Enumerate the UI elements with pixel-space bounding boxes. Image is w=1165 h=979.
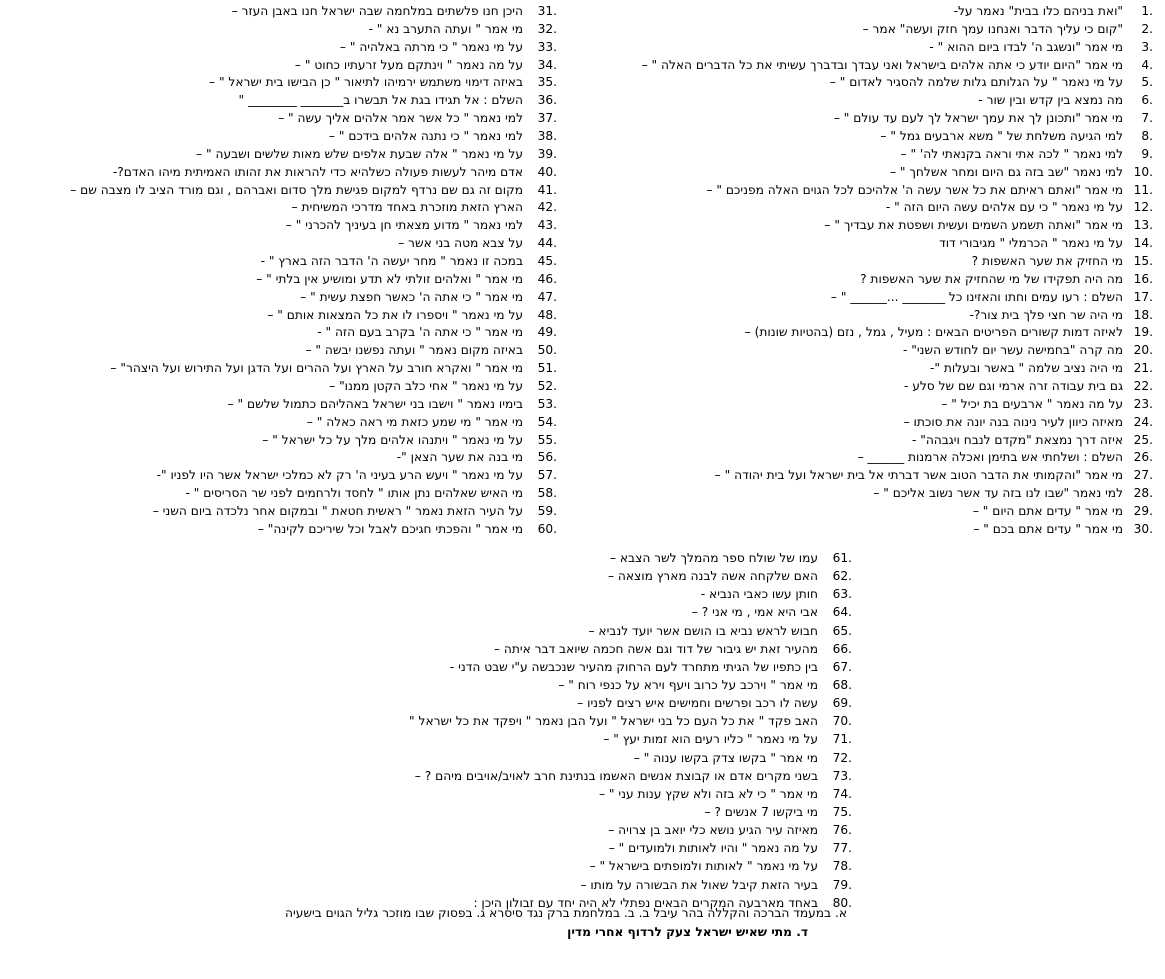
question-row: [272, 585, 852, 603]
question-number: 67.: [832, 659, 852, 674]
question-number: 3.: [1141, 39, 1153, 54]
question-text: מי אמר " ועתה התערב נא " -: [368, 21, 523, 36]
question-row: [593, 432, 1153, 450]
question-text: למי הגיעה משלחת של " משא ארבעים גמל " –: [880, 129, 1123, 144]
question-number: 72.: [832, 750, 852, 765]
question-row: [593, 21, 1153, 39]
question-number: 1.: [1141, 4, 1153, 18]
question-number: 15.: [1133, 254, 1153, 269]
question-text: על מי נאמר " הכרמלי " מגיבורי דוד: [939, 236, 1123, 251]
question-row: [593, 92, 1153, 110]
question-number: 45.: [537, 254, 557, 269]
question-row: [593, 217, 1153, 235]
question-text: באחד מארבעה המקרים הבאים נפתלי לא היה יחד עם זבולון היכן :: [473, 895, 818, 910]
question-text: מי ביקשו 7 אנשים ? –: [704, 804, 818, 819]
question-number: 18.: [1133, 307, 1153, 322]
question-text: בעיר הזאת קיבל שאול את הבשורה על מותו –: [580, 877, 818, 892]
question-row: [7, 342, 557, 360]
question-text: מי אמר "ואתם ראיתם את כל אשר עשה ה' אלהיכם לכל הגוים האלה מפניכם " –: [706, 182, 1123, 197]
question-text: עשה לו רכב ופרשים וחמישים איש רצים לפניו –: [577, 696, 818, 711]
question-number: 51.: [537, 361, 557, 376]
question-number: 65.: [832, 623, 852, 638]
question-text: מהעיר זאת יש גיבור של דוד וגם אשה חכמה שיואב דבר איתה –: [493, 641, 818, 656]
question-number: 31.: [537, 4, 557, 18]
question-number: 77.: [832, 841, 852, 856]
question-number: 11.: [1133, 182, 1153, 197]
question-row: [593, 164, 1153, 182]
question-text: חבוש לראש נביא בו הושם אשר יועד לנביא –: [588, 623, 818, 638]
question-text: חותן עשו כאבי הנביא -: [700, 587, 818, 602]
question-text: מי אמר " עדים אתם בכם " –: [973, 521, 1123, 536]
question-number: 47.: [537, 289, 557, 304]
question-row: [7, 92, 557, 110]
question-row: [593, 74, 1153, 92]
question-number: 2.: [1141, 21, 1153, 36]
question-row: [272, 839, 852, 857]
question-text: מי אמר "היום יודע כי אתה אלהים בישראל ואני עבדך ובדברך עשיתי את כל הדברים האלה " –: [641, 57, 1123, 72]
question-row: [7, 146, 557, 164]
question-number: 48.: [537, 307, 557, 322]
question-text: מי היה שר חצי פלך בית צור?-: [969, 307, 1123, 322]
question-text: איזה דרך נמצאת "מקדם לנבח ויגבהה" -: [911, 432, 1123, 447]
question-row: [7, 449, 557, 467]
question-row: [593, 360, 1153, 378]
question-row: [7, 253, 557, 271]
question-row: [272, 749, 852, 767]
question-number: 44.: [537, 236, 557, 251]
question-row: [272, 803, 852, 821]
question-number: 71.: [832, 732, 852, 747]
question-row: [593, 485, 1153, 503]
question-number: 26.: [1133, 450, 1153, 465]
question-row: [593, 414, 1153, 432]
question-number: 41.: [537, 182, 557, 197]
question-row: [593, 110, 1153, 128]
questions-column-right: [593, 3, 1153, 539]
question-number: 59.: [537, 504, 557, 519]
question-text: על מי נאמר " ויעש הרע בעיני ה' רק לא כמלכי ישראל אשר היו לפניו "-: [156, 468, 523, 483]
question-text: עמו של שולח ספר מהמלך לשר הצבא –: [609, 551, 818, 565]
question-text: הארץ הזאת מוזכרת באחד מדרכי המשיחית –: [291, 200, 523, 215]
question-number: 76.: [832, 823, 852, 838]
question-number: 60.: [537, 521, 557, 536]
question-text: מי אמר " כי אתה ה' כאשר חפצת עשית " –: [300, 289, 523, 304]
question-text: מי אמר " וירכב על כרוב ויעף וירא על כנפי רוח " –: [558, 677, 818, 692]
question-number: 7.: [1141, 111, 1153, 126]
question-row: [7, 378, 557, 396]
question-number: 55.: [537, 432, 557, 447]
question-text: באיזה דימוי משתמש ירמיהו לתיאור " כן הבישו בית ישראל " –: [208, 75, 523, 90]
question-text: בימיו נאמר " וישבו בני ישראל באהליהם כתמול שלשם " –: [227, 396, 523, 411]
question-number: 74.: [832, 786, 852, 801]
question-number: 22.: [1133, 379, 1153, 394]
question-text: מי אמר " כי אתה ה' בקרב בעם הזה " -: [317, 325, 523, 340]
question-number: 80.: [832, 895, 852, 910]
question-text: מי אמר "ותכונן לך את עמך ישראל לך לעם עד עולם " –: [833, 111, 1123, 126]
question-number: 4.: [1141, 57, 1153, 72]
question-text: על צבא מטה בני אשר –: [398, 236, 523, 251]
question-number: 20.: [1133, 343, 1153, 358]
question-row: [7, 289, 557, 307]
answer-options-a-c: א. במעמד הברכה והקללה בהר עיבל ב. ב. במלחמת ברק נגד סיסרא ג. בפסוק שבו מוזכר גליל הגוים בישעיה: [285, 906, 847, 920]
question-number: 13.: [1133, 218, 1153, 233]
question-number: 40.: [537, 164, 557, 179]
question-text: השלם : ושלחתי אש בתימן ואכלה ארמנות ______ –: [857, 450, 1123, 465]
question-row: [7, 128, 557, 146]
question-number: 66.: [832, 641, 852, 656]
question-row: [593, 324, 1153, 342]
question-text: מי אמר "ונשגב ה' לבדו ביום ההוא " -: [929, 39, 1123, 54]
question-text: על מי נאמר " ויספרו לו את כל המצאות אותם " –: [267, 307, 523, 322]
question-number: 61.: [832, 551, 852, 565]
question-row: [593, 467, 1153, 485]
question-text: אבי היא אמי , מי אני ? –: [691, 605, 818, 620]
question-row: [593, 235, 1153, 253]
question-text: מי אמר " כי לא בזה ולא שקץ ענות עני " –: [598, 786, 818, 801]
question-number: 52.: [537, 379, 557, 394]
question-number: 38.: [537, 129, 557, 144]
question-row: [7, 467, 557, 485]
question-number: 34.: [537, 57, 557, 72]
question-row: [272, 712, 852, 730]
question-number: 39.: [537, 146, 557, 161]
question-text: על מי נאמר " אלה שבעת אלפים שלש מאות שלשים ושבעה " –: [196, 146, 523, 161]
question-row: [7, 39, 557, 57]
question-number: 57.: [537, 468, 557, 483]
question-number: 43.: [537, 218, 557, 233]
question-text: מקום זה גם שם נרדף למקום פגישת מלך סדום ואברהם , וגם מורד הציב לו מצבה שם –: [70, 182, 523, 197]
question-row: [272, 694, 852, 712]
question-row: [7, 235, 557, 253]
question-row: [7, 485, 557, 503]
question-row: [7, 360, 557, 378]
question-text: למי נאמר "שב בזה גם היום ומחר אשלחך " –: [889, 164, 1123, 179]
question-row: [7, 307, 557, 325]
question-row: [272, 658, 852, 676]
question-row: [593, 449, 1153, 467]
question-text: האב פקד " את כל העם כל בני ישראל " ועל הבן נאמר " ויפקד את כל ישראל ": [409, 714, 818, 729]
question-row: [593, 342, 1153, 360]
question-number: 49.: [537, 325, 557, 340]
question-number: 32.: [537, 21, 557, 36]
question-row: [7, 414, 557, 432]
question-number: 46.: [537, 271, 557, 286]
question-text: מי אמר "ואתה תשמע השמים ועשית ושפטת את עבדיך " –: [824, 218, 1123, 233]
question-number: 63.: [832, 587, 852, 602]
question-number: 9.: [1141, 146, 1153, 161]
question-number: 28.: [1133, 486, 1153, 501]
question-text: האם שלקחה אשה לבנה מארץ מוצאה –: [607, 569, 818, 584]
questions-column-middle: [272, 549, 852, 912]
question-number: 5.: [1141, 75, 1153, 90]
question-number: 23.: [1133, 396, 1153, 411]
question-number: 12.: [1133, 200, 1153, 215]
question-number: 78.: [832, 859, 852, 874]
question-row: [272, 785, 852, 803]
question-text: השלם : רעו עמים וחתו והאזינו כל _______ ...______ " –: [830, 289, 1123, 304]
question-number: 35.: [537, 75, 557, 90]
question-row: [7, 271, 557, 289]
question-number: 70.: [832, 714, 852, 729]
question-text: מי אמר " בקשו צדק בקשו ענוה " –: [633, 750, 818, 765]
question-text: מאיזה כיוון לעיר נינוה בנה יונה את סוכתו –: [903, 414, 1123, 429]
question-text: על מי נאמר " ויתנהו אלהים מלך על כל ישראל " –: [262, 432, 523, 447]
question-number: 37.: [537, 111, 557, 126]
question-row: [7, 110, 557, 128]
question-text: על מי נאמר " לאותות ולמופתים בישראל " –: [589, 859, 818, 874]
question-number: 29.: [1133, 504, 1153, 519]
question-text: מי אמר " ואקרא חורב על הארץ ועל ההרים ועל הדגן ועל התירוש ועל היצהר" –: [110, 361, 523, 376]
question-text: "קום כי עליך הדבר ואנחנו עמך חזק ועשה" אמר –: [862, 21, 1123, 36]
question-text: אדם מיהר לעשות פעולה כשלהיא כדי להראות את זהותו האמיתית מיהו האדם?-: [112, 164, 523, 179]
question-text: השלם : אל תגידו בגת אל תבשרו ב_______ ________ ": [238, 93, 523, 108]
question-text: על העיר הזאת נאמר " ראשית חטאת " ובמקום אחר נלכדה ביום השני –: [152, 504, 523, 519]
question-number: 33.: [537, 39, 557, 54]
question-number: 56.: [537, 450, 557, 465]
question-row: [272, 640, 852, 658]
question-number: 21.: [1133, 361, 1153, 376]
question-number: 54.: [537, 414, 557, 429]
question-row: [593, 128, 1153, 146]
question-number: 73.: [832, 768, 852, 783]
question-text: מה קרה "בחמישה עשר יום לחודש השני" -: [902, 343, 1123, 358]
question-row: [272, 876, 852, 894]
question-number: 27.: [1133, 468, 1153, 483]
question-text: על מי נאמר " כי עם אלהים עשה היום הזה " -: [885, 200, 1123, 215]
question-row: [7, 521, 557, 539]
question-row: [593, 503, 1153, 521]
questions-column-left: [7, 3, 557, 539]
question-number: 53.: [537, 396, 557, 411]
question-text: על מי נאמר " אחי כלב הקטן ממנו" –: [329, 379, 523, 394]
question-row: [272, 821, 852, 839]
question-text: למי נאמר " לכה אתי וראה בקנאתי לה' " –: [900, 146, 1123, 161]
question-text: בין כתפיו של הגיתי מתחרד לעם הרחוק מהעיר שנכבשה ע"י שבט הדני -: [449, 659, 818, 674]
question-number: 17.: [1133, 289, 1153, 304]
question-number: 69.: [832, 696, 852, 711]
question-text: מי היה נציב שלמה " באשר ובעלות "-: [929, 361, 1123, 376]
question-text: למי נאמר "שבו לנו בזה עד אשר נשוב אליכם " –: [873, 486, 1123, 501]
question-text: למי נאמר " מדוע מצאתי חן בעיניך להכרני " –: [285, 218, 523, 233]
question-number: 79.: [832, 877, 852, 892]
question-row: [272, 676, 852, 694]
question-text: בשני מקרים אדם או קבוצת אנשים האשמו בנתינת חרב לאויב/אויבים מיהם ? –: [414, 768, 818, 783]
question-row: [7, 74, 557, 92]
question-number: 75.: [832, 804, 852, 819]
question-number: 68.: [832, 677, 852, 692]
question-row: [593, 271, 1153, 289]
question-number: 62.: [832, 569, 852, 584]
question-row: [593, 396, 1153, 414]
question-row: [7, 503, 557, 521]
question-row: [272, 730, 852, 748]
question-row: [593, 289, 1153, 307]
question-text: על מי נאמר " כליו רעים הוא זמות יעץ " –: [603, 732, 818, 747]
question-row: [272, 857, 852, 875]
question-number: 24.: [1133, 414, 1153, 429]
question-row: [593, 39, 1153, 57]
question-text: מה נמצא בין קדש ובין שור -: [978, 93, 1123, 108]
question-text: במכה זו נאמר " מחר יעשה ה' הדבר הזה בארץ " -: [260, 254, 523, 269]
question-row: [593, 57, 1153, 75]
question-text: מי אמר " עדים אתם היום " –: [972, 504, 1123, 519]
question-row: [7, 432, 557, 450]
question-text: מי החזיק את שער האשפות ?: [971, 254, 1123, 269]
question-number: 19.: [1133, 325, 1153, 340]
question-number: 58.: [537, 486, 557, 501]
question-text: על מי נאמר " על הגלותם גלות שלמה להסגיר לאדום " –: [829, 75, 1123, 90]
answer-option-d: ד. מתי שאיש ישראל צעק לרדוף אחרי מדין: [567, 925, 808, 939]
question-number: 25.: [1133, 432, 1153, 447]
question-number: 64.: [832, 605, 852, 620]
question-number: 36.: [537, 93, 557, 108]
question-row: [593, 521, 1153, 539]
question-text: למי נאמר " כי נתנה אלהים בידכם " –: [328, 129, 523, 144]
question-number: 16.: [1133, 271, 1153, 286]
question-text: מי אמר " ואלהים זולתי לא תדע ומושיע אין בלתי " –: [256, 271, 523, 286]
question-row: [7, 3, 557, 21]
question-number: 14.: [1133, 236, 1153, 251]
question-row: [7, 164, 557, 182]
question-row: [272, 549, 852, 567]
question-text: מי אמר " והפכתי חגיכם לאבל וכל שיריכם לקינה" –: [257, 521, 523, 536]
question-row: [593, 146, 1153, 164]
question-number: 42.: [537, 200, 557, 215]
question-text: גם בית עבודה זרה ארמי וגם שם של סלע -: [903, 379, 1123, 394]
question-text: למי נאמר " כל אשר אמר אלהים אליך עשה " –: [278, 111, 523, 126]
question-text: לאיזה דמות קשורים הפריטים הבאים : מעיל , גמל , נזם (בהטיות שונות) –: [744, 325, 1123, 340]
question-row: [593, 253, 1153, 271]
question-row: [7, 199, 557, 217]
question-text: היכן חנו פלשתים במלחמה שבה ישראל חנו באבן העזר –: [231, 4, 523, 18]
question-text: מי אמר " מי שמע כזאת מי ראה כאלה " –: [306, 414, 523, 429]
question-text: מי האיש שאלהים נתן אותו " לחסד ולרחמים לפני שר הסריסים " -: [185, 486, 523, 501]
question-row: [593, 199, 1153, 217]
question-text: על מי נאמר " כי מרתה באלהיה " –: [339, 39, 523, 54]
question-row: [7, 57, 557, 75]
question-row: [7, 217, 557, 235]
question-number: 8.: [1141, 129, 1153, 144]
question-number: 50.: [537, 343, 557, 358]
question-row: [7, 396, 557, 414]
question-text: מי אמר "והקמותי את הדבר הטוב אשר דברתי אל בית ישראל ועל בית יהודה " –: [714, 468, 1123, 483]
question-number: 10.: [1133, 164, 1153, 179]
question-text: על מה נאמר " ארבעים בת יכיל " –: [941, 396, 1123, 411]
question-text: מי בנה את שער הצאן "-: [396, 450, 523, 465]
question-number: 6.: [1141, 93, 1153, 108]
question-row: [272, 622, 852, 640]
question-text: "ואת בניהם כלו בבית" נאמר על-: [953, 4, 1123, 18]
question-row: [593, 307, 1153, 325]
question-row: [593, 3, 1153, 21]
question-row: [593, 182, 1153, 200]
question-row: [7, 21, 557, 39]
question-text: מה היה תפקידו של מי שהחזיק את שער האשפות ?: [860, 271, 1123, 286]
question-number: 30.: [1133, 521, 1153, 536]
question-row: [7, 324, 557, 342]
question-text: על מה נאמר " וינתקם מעל זרעתיו כחוט " –: [294, 57, 523, 72]
question-row: [593, 378, 1153, 396]
question-row: [272, 603, 852, 621]
question-row: [7, 182, 557, 200]
question-row: [272, 567, 852, 585]
question-row: [272, 767, 852, 785]
question-text: על מה נאמר " והיו לאותות ולמועדים " –: [608, 841, 818, 856]
question-text: מאיזה עיר הגיע נושא כלי יואב בן צרויה –: [608, 823, 818, 838]
question-text: באיזה מקום נאמר " ועתה נפשנו יבשה " –: [305, 343, 523, 358]
